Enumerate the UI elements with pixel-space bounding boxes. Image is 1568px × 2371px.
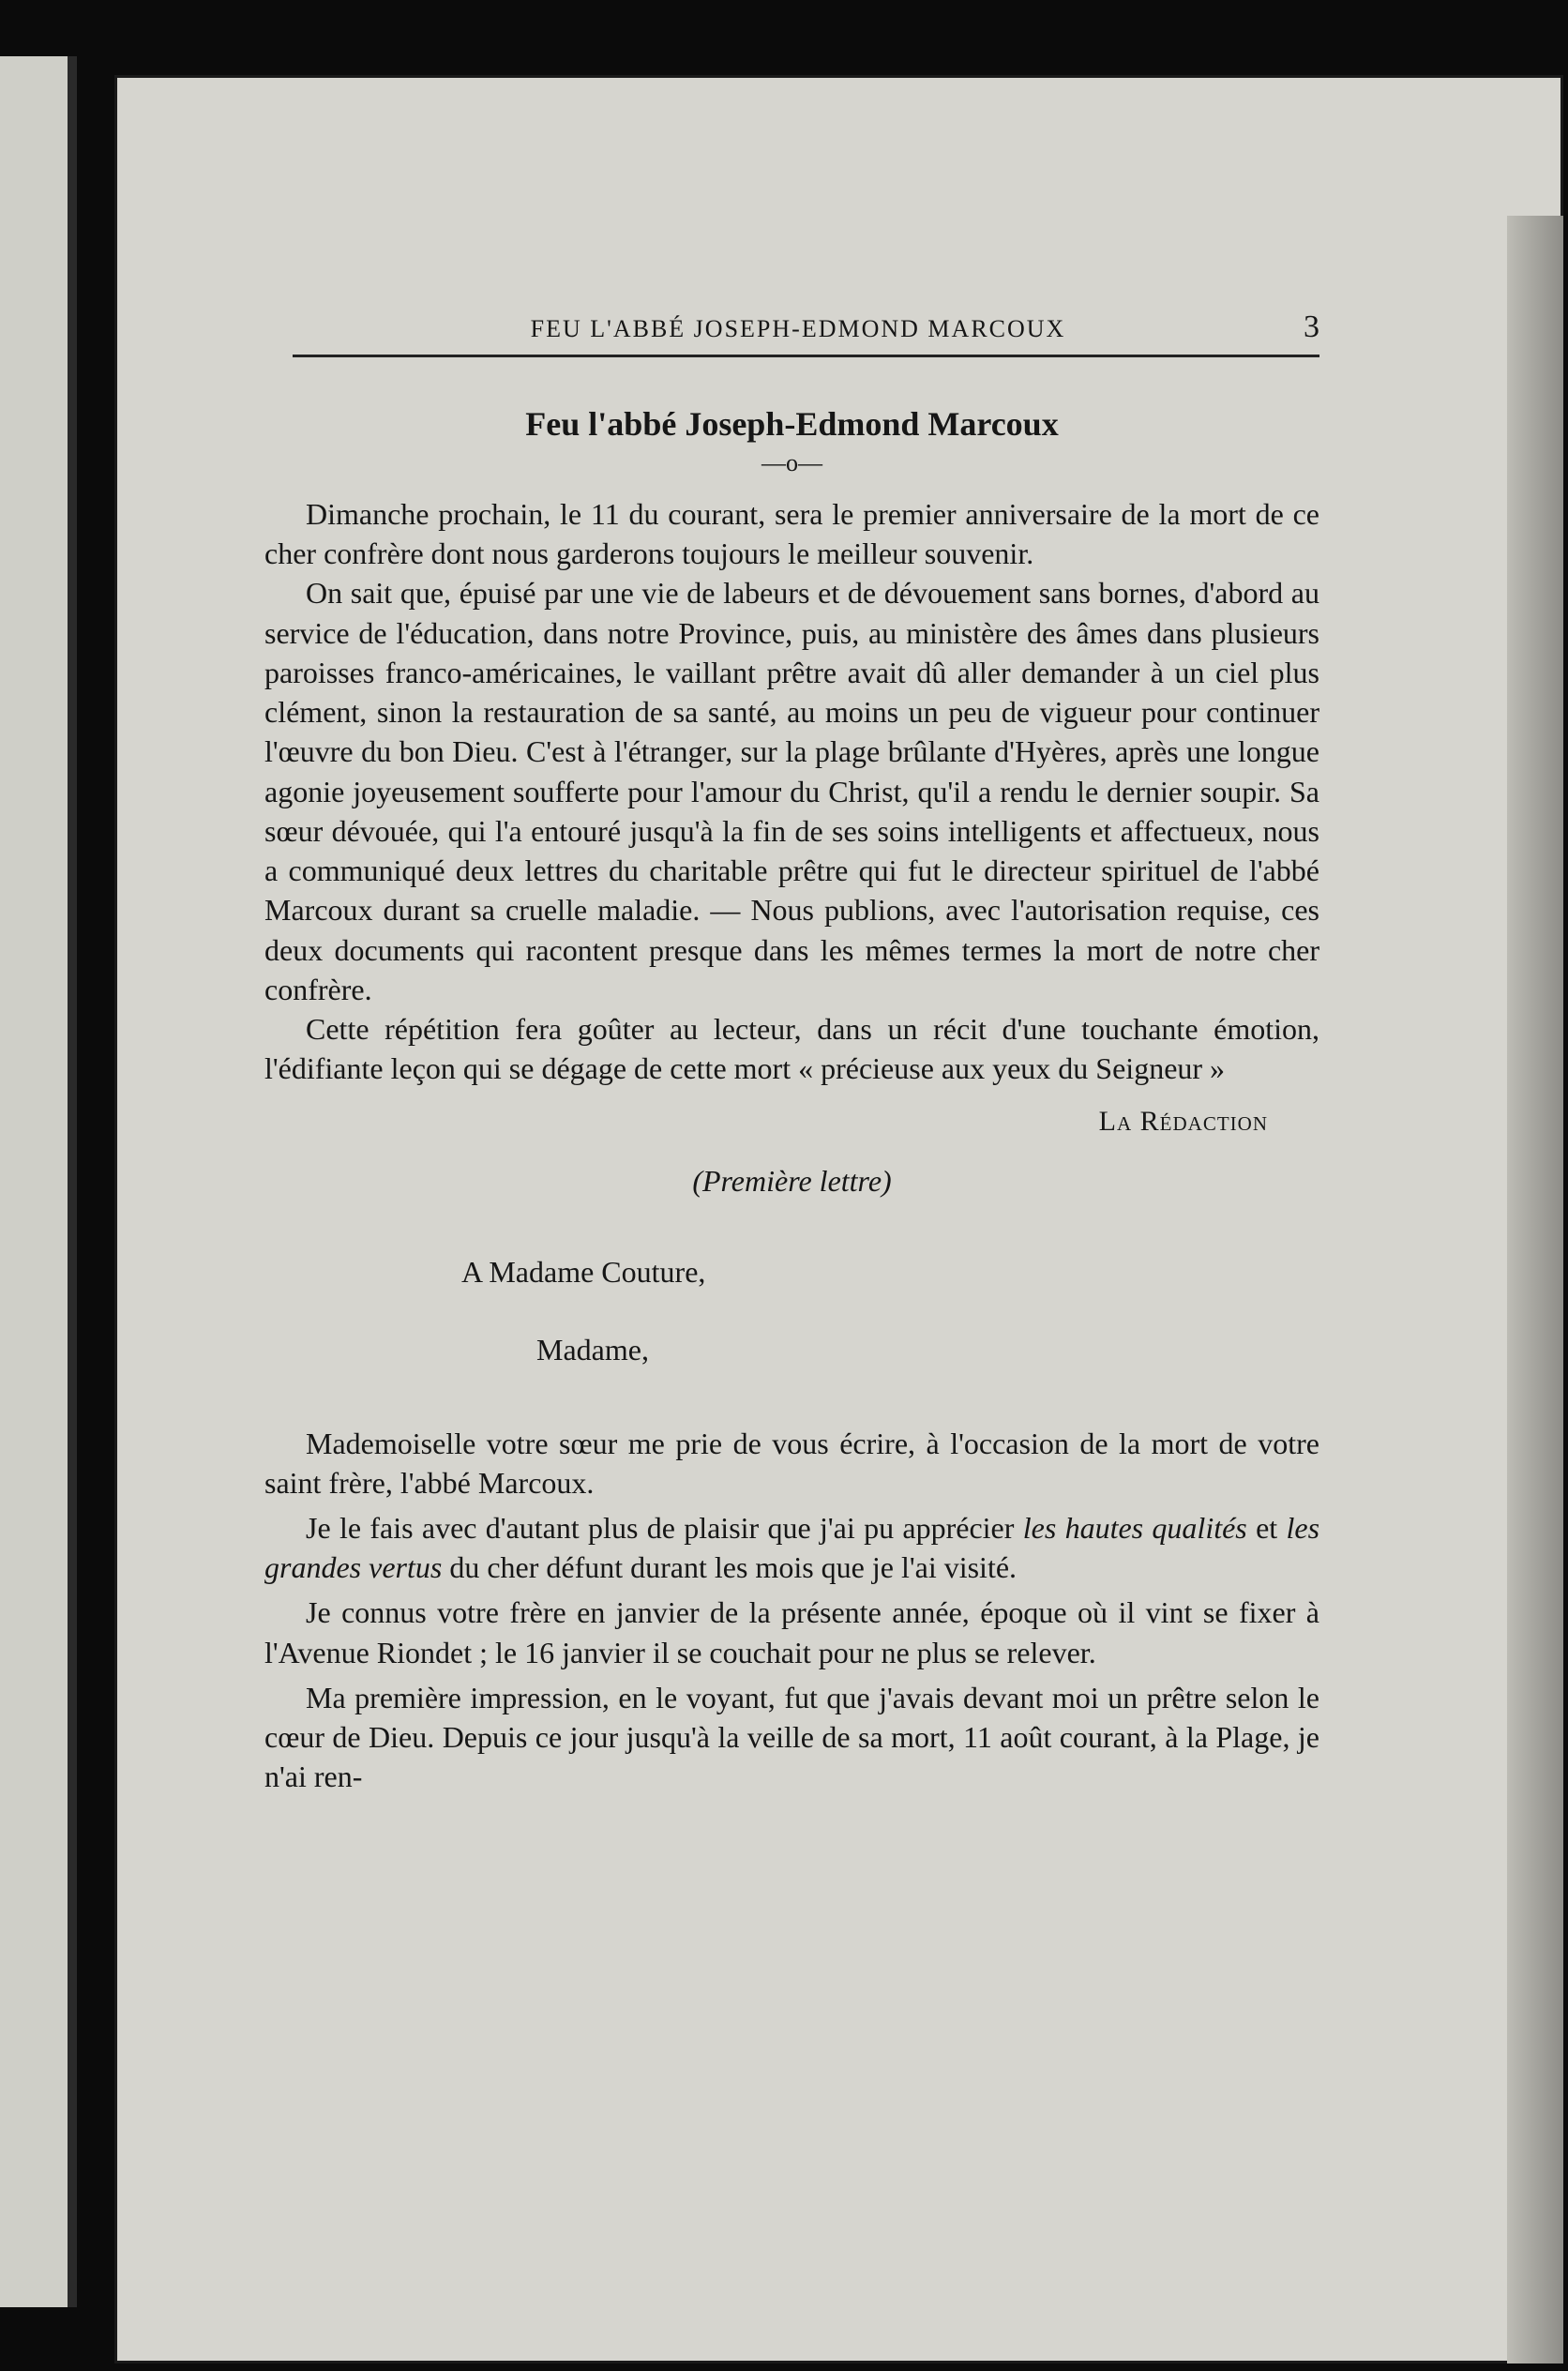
book-page — [114, 75, 1563, 2363]
letter-paragraph-2 — [264, 1508, 1319, 1587]
letter-paragraph-4: Ma première impression, en le voyant, fut que j'avais devant moi un prêtre selon le cœur de Dieu. Depuis ce jour jusqu'à la veille de sa mort, 11 août courant, à la Plage, je n'ai ren- — [264, 1680, 1319, 1794]
title-separator: —o— — [761, 449, 822, 476]
letter-paragraph-2-emphasis-2: les grandes vertus — [264, 1510, 1320, 1585]
page-edge-shadow — [1507, 216, 1563, 2363]
article-title: Feu l'abbé Joseph-Edmond Marcoux — [525, 405, 1059, 443]
article-paragraph-3: Cette répétition fera goûter au lecteur, dans un récit d'une touchante émotion, l'édifiante leçon qui se dégage de cette mort « précieuse aux yeux du Seigneur » — [264, 1012, 1319, 1086]
adjacent-page-edge — [0, 56, 77, 2307]
article-paragraph-1: Dimanche prochain, le 11 du courant, sera le premier anniversaire de la mort de ce cher confrère dont nous garderons toujours le meilleur souvenir. — [264, 497, 1319, 571]
letter-paragraph-2-emphasis-1: les hautes qualités — [1022, 1510, 1247, 1545]
page-content — [264, 310, 1319, 1803]
running-header — [293, 310, 1319, 357]
running-title: FEU L'ABBÉ JOSEPH-EDMOND MARCOUX — [530, 315, 1066, 342]
letter-paragraph-3: Je connus votre frère en janvier de la présente année, époque où il vint se fixer à l'Avenue Riondet ; le 16 janvier il se couchait pour ne plus se relever. — [264, 1595, 1319, 1669]
article-paragraph-2: On sait que, épuisé par une vie de labeurs et de dévouement sans bornes, d'abord au service de l'éducation, dans notre Province, puis, au ministère des âmes dans plusieurs paroisses franco-américaines, le vaillant prêtre avait dû aller demander à un ciel plus clément, sinon la restauration de sa santé, au moins un peu de vigueur pour continuer l'œuvre du bon Dieu. C'est à l'étranger, sur la plage brûlante d'Hyères, après une longue agonie joyeusement soufferte pour l'amour du Christ, qu'il a rendu le dernier soupir. Sa sœur dévouée, qui l'a entouré jusqu'à la fin de ses soins intelligents et affectueux, nous a communiqué deux lettres du charitable prêtre qui fut le directeur spirituel de l'abbé Marcoux durant sa cruelle maladie. — Nous publions, avec l'autorisation requise, ces deux documents qui racontent presque dans les mêmes termes la mort de notre cher confrère. — [264, 576, 1319, 1006]
signature: La Rédaction — [1098, 1105, 1268, 1137]
letter-salutation: Madame, — [536, 1332, 649, 1367]
page-number: 3 — [1304, 310, 1319, 344]
letter-paragraph-2-text-a: Je le fais avec d'autant plus de plaisir que j'ai pu apprécier — [306, 1510, 1023, 1545]
letter-paragraph-1: Mademoiselle votre sœur me prie de vous écrire, à l'occasion de la mort de votre saint frère, l'abbé Marcoux. — [264, 1426, 1319, 1500]
letter-paragraph-2-text-c: du cher défunt durant les mois que je l'ai visité. — [442, 1550, 1018, 1585]
letter-body — [264, 1424, 1319, 1797]
letter-heading: (Première lettre) — [692, 1163, 892, 1198]
letter-paragraph-2-text-b: et — [1246, 1510, 1287, 1545]
letter-addressee: A Madame Couture, — [461, 1254, 706, 1289]
